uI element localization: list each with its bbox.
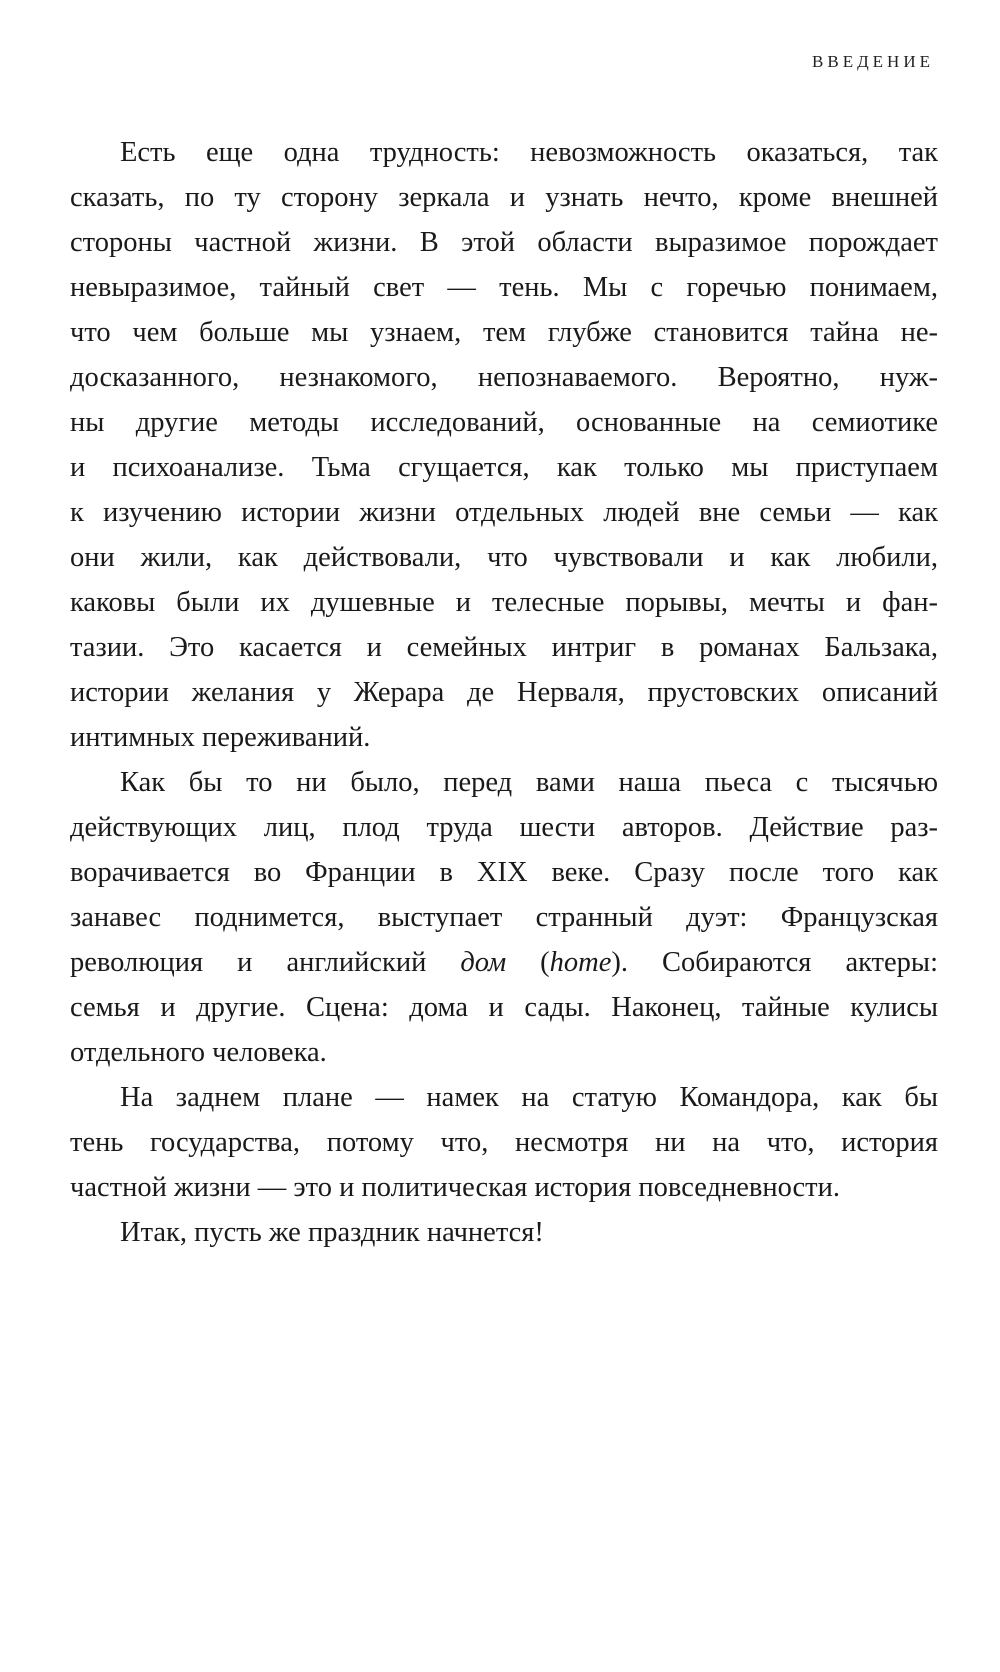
text-line: Как бы то ни было, перед вами наша пьеса с тысячью xyxy=(120,767,938,798)
running-head: ВВЕДЕНИЕ xyxy=(812,52,934,71)
paragraph-4 xyxy=(70,1210,938,1255)
body-text xyxy=(70,130,938,1255)
text-line: и психоанализе. Тьма сгущается, как только мы приступаем xyxy=(70,452,938,483)
paragraph-3 xyxy=(70,1075,938,1210)
text-line: сказать, по ту сторону зеркала и узнать нечто, кроме внешней xyxy=(70,182,938,213)
text-line: каковы были их душевные и телесные порывы, мечты и фан- xyxy=(70,587,938,618)
text-line: ворачивается во Франции в XIX веке. Сразу после того как xyxy=(70,857,938,888)
italic-term-dom: дом xyxy=(460,947,507,978)
text-line: действующих лиц, плод труда шести авторов. Действие раз- xyxy=(70,812,938,843)
text-line: отдельного человека. xyxy=(70,1037,327,1068)
text-line-with-italics xyxy=(70,940,938,985)
text-line: Итак, пусть же праздник начнется! xyxy=(120,1217,544,1248)
text-line: стороны частной жизни. В этой области выразимое порождает xyxy=(70,227,938,258)
text-line: ны другие методы исследований, основанные на семиотике xyxy=(70,407,938,438)
italic-term-home: home xyxy=(549,947,612,978)
text-line: что чем больше мы узнаем, тем глубже становится тайна не- xyxy=(70,317,938,348)
text-line: интимных переживаний. xyxy=(70,722,371,753)
text-line: они жили, как действовали, что чувствовали и как любили, xyxy=(70,542,938,573)
text-segment: ). Собираются актеры: xyxy=(611,947,938,978)
text-line: семья и другие. Сцена: дома и сады. Наконец, тайные кулисы xyxy=(70,992,938,1023)
text-line: На заднем плане — намек на статую Командора, как бы xyxy=(120,1082,938,1113)
text-line: истории желания у Жерара де Нерваля, прустовских описаний xyxy=(70,677,938,708)
paragraph-2 xyxy=(70,760,938,1075)
text-line: Есть еще одна трудность: невозможность оказаться, так xyxy=(120,137,938,168)
text-segment: ( xyxy=(506,947,550,978)
paragraph-1 xyxy=(70,130,938,760)
text-line: занавес поднимется, выступает странный дуэт: Французская xyxy=(70,902,938,933)
text-line: досказанного, незнакомого, непознаваемого. Вероятно, нуж- xyxy=(70,362,938,393)
text-line: невыразимое, тайный свет — тень. Мы с горечью понимаем, xyxy=(70,272,938,303)
text-line: тень государства, потому что, несмотря ни на что, история xyxy=(70,1127,938,1158)
text-line: к изучению истории жизни отдельных людей вне семьи — как xyxy=(70,497,938,528)
text-segment: революция и английский xyxy=(70,947,461,978)
text-line: частной жизни — это и политическая история повседневности. xyxy=(70,1172,841,1203)
text-line: тазии. Это касается и семейных интриг в романах Бальзака, xyxy=(70,632,938,663)
